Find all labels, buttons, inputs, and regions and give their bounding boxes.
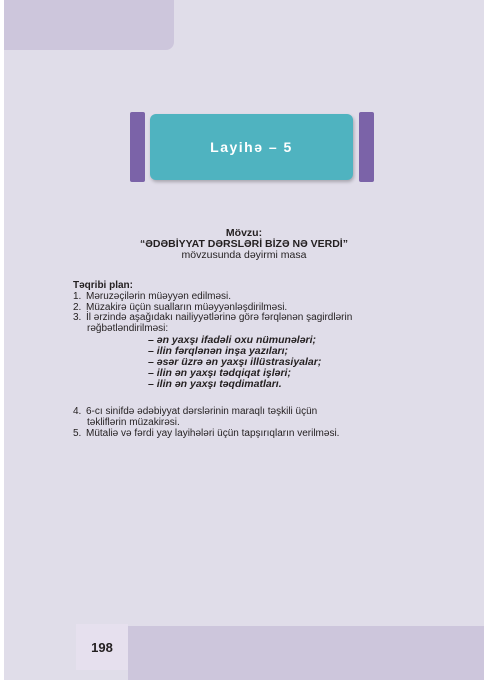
plan-item-number: 3. <box>73 312 82 324</box>
plan-item-text: Məruzəçilərin müəyyən edilməsi. <box>86 290 232 302</box>
title-bar-left-decoration <box>130 112 145 182</box>
award-item: – əsər üzrə ən yaxşı illüstrasiyalar; <box>148 355 322 368</box>
plan-item-text: Müzakirə üçün sualların müəyyənləşdirilməsi. <box>86 301 288 313</box>
plan-item-text: İl ərzində aşağıdakı nailiyyətlərinə görə fərqlənən şagirdlərin <box>86 312 353 324</box>
project-title: Layihə – 5 <box>210 139 293 155</box>
plan-item-continuation: təkliflərin müzakirəsi. <box>87 416 180 428</box>
plan-item-number: 1. <box>73 290 82 302</box>
plan-heading: Təqribi plan: <box>73 280 133 291</box>
plan-section <box>73 281 453 439</box>
plan-item <box>73 429 453 440</box>
award-item: – ilin fərqlənən inşa yazıları; <box>148 344 289 357</box>
award-item: – ilin ən yaxşı tədqiqat işləri; <box>148 366 291 379</box>
topic-subject: “ƏDƏBİYYAT DƏRSLƏRİ BİZƏ NƏ VERDİ” <box>140 238 348 250</box>
plan-item-text: 6-cı sinifdə ədəbiyyat dərslərinin maraqlı təşkili üçün <box>86 405 318 417</box>
page-edge <box>484 0 488 680</box>
page-number: 198 <box>91 639 113 655</box>
topic-label: Mövzu: <box>225 227 263 239</box>
plan-item-number: 5. <box>73 427 82 439</box>
footer-band-decoration <box>128 626 484 680</box>
plan-item-text: Mütaliə və fərdi yay layihələri üçün tapşırıqların verilməsi. <box>86 427 340 439</box>
award-item: – ən yaxşı ifadəli oxu nümunələri; <box>148 333 317 346</box>
project-title-box <box>150 114 353 180</box>
plan-item-number: 4. <box>73 405 82 417</box>
plan-item <box>73 292 453 303</box>
plan-item-number: 2. <box>73 301 82 313</box>
plan-item-continuation: rəğbətləndirilməsi: <box>87 323 169 335</box>
awards-list <box>73 335 453 390</box>
header-tab-decoration <box>4 0 174 50</box>
topic-block <box>40 228 448 261</box>
award-item: – ilin ən yaxşı təqdimatları. <box>148 377 282 390</box>
page-number-box <box>76 624 128 670</box>
topic-note: mövzusunda dəyirmi masa <box>181 249 307 261</box>
title-bar-right-decoration <box>359 112 374 182</box>
